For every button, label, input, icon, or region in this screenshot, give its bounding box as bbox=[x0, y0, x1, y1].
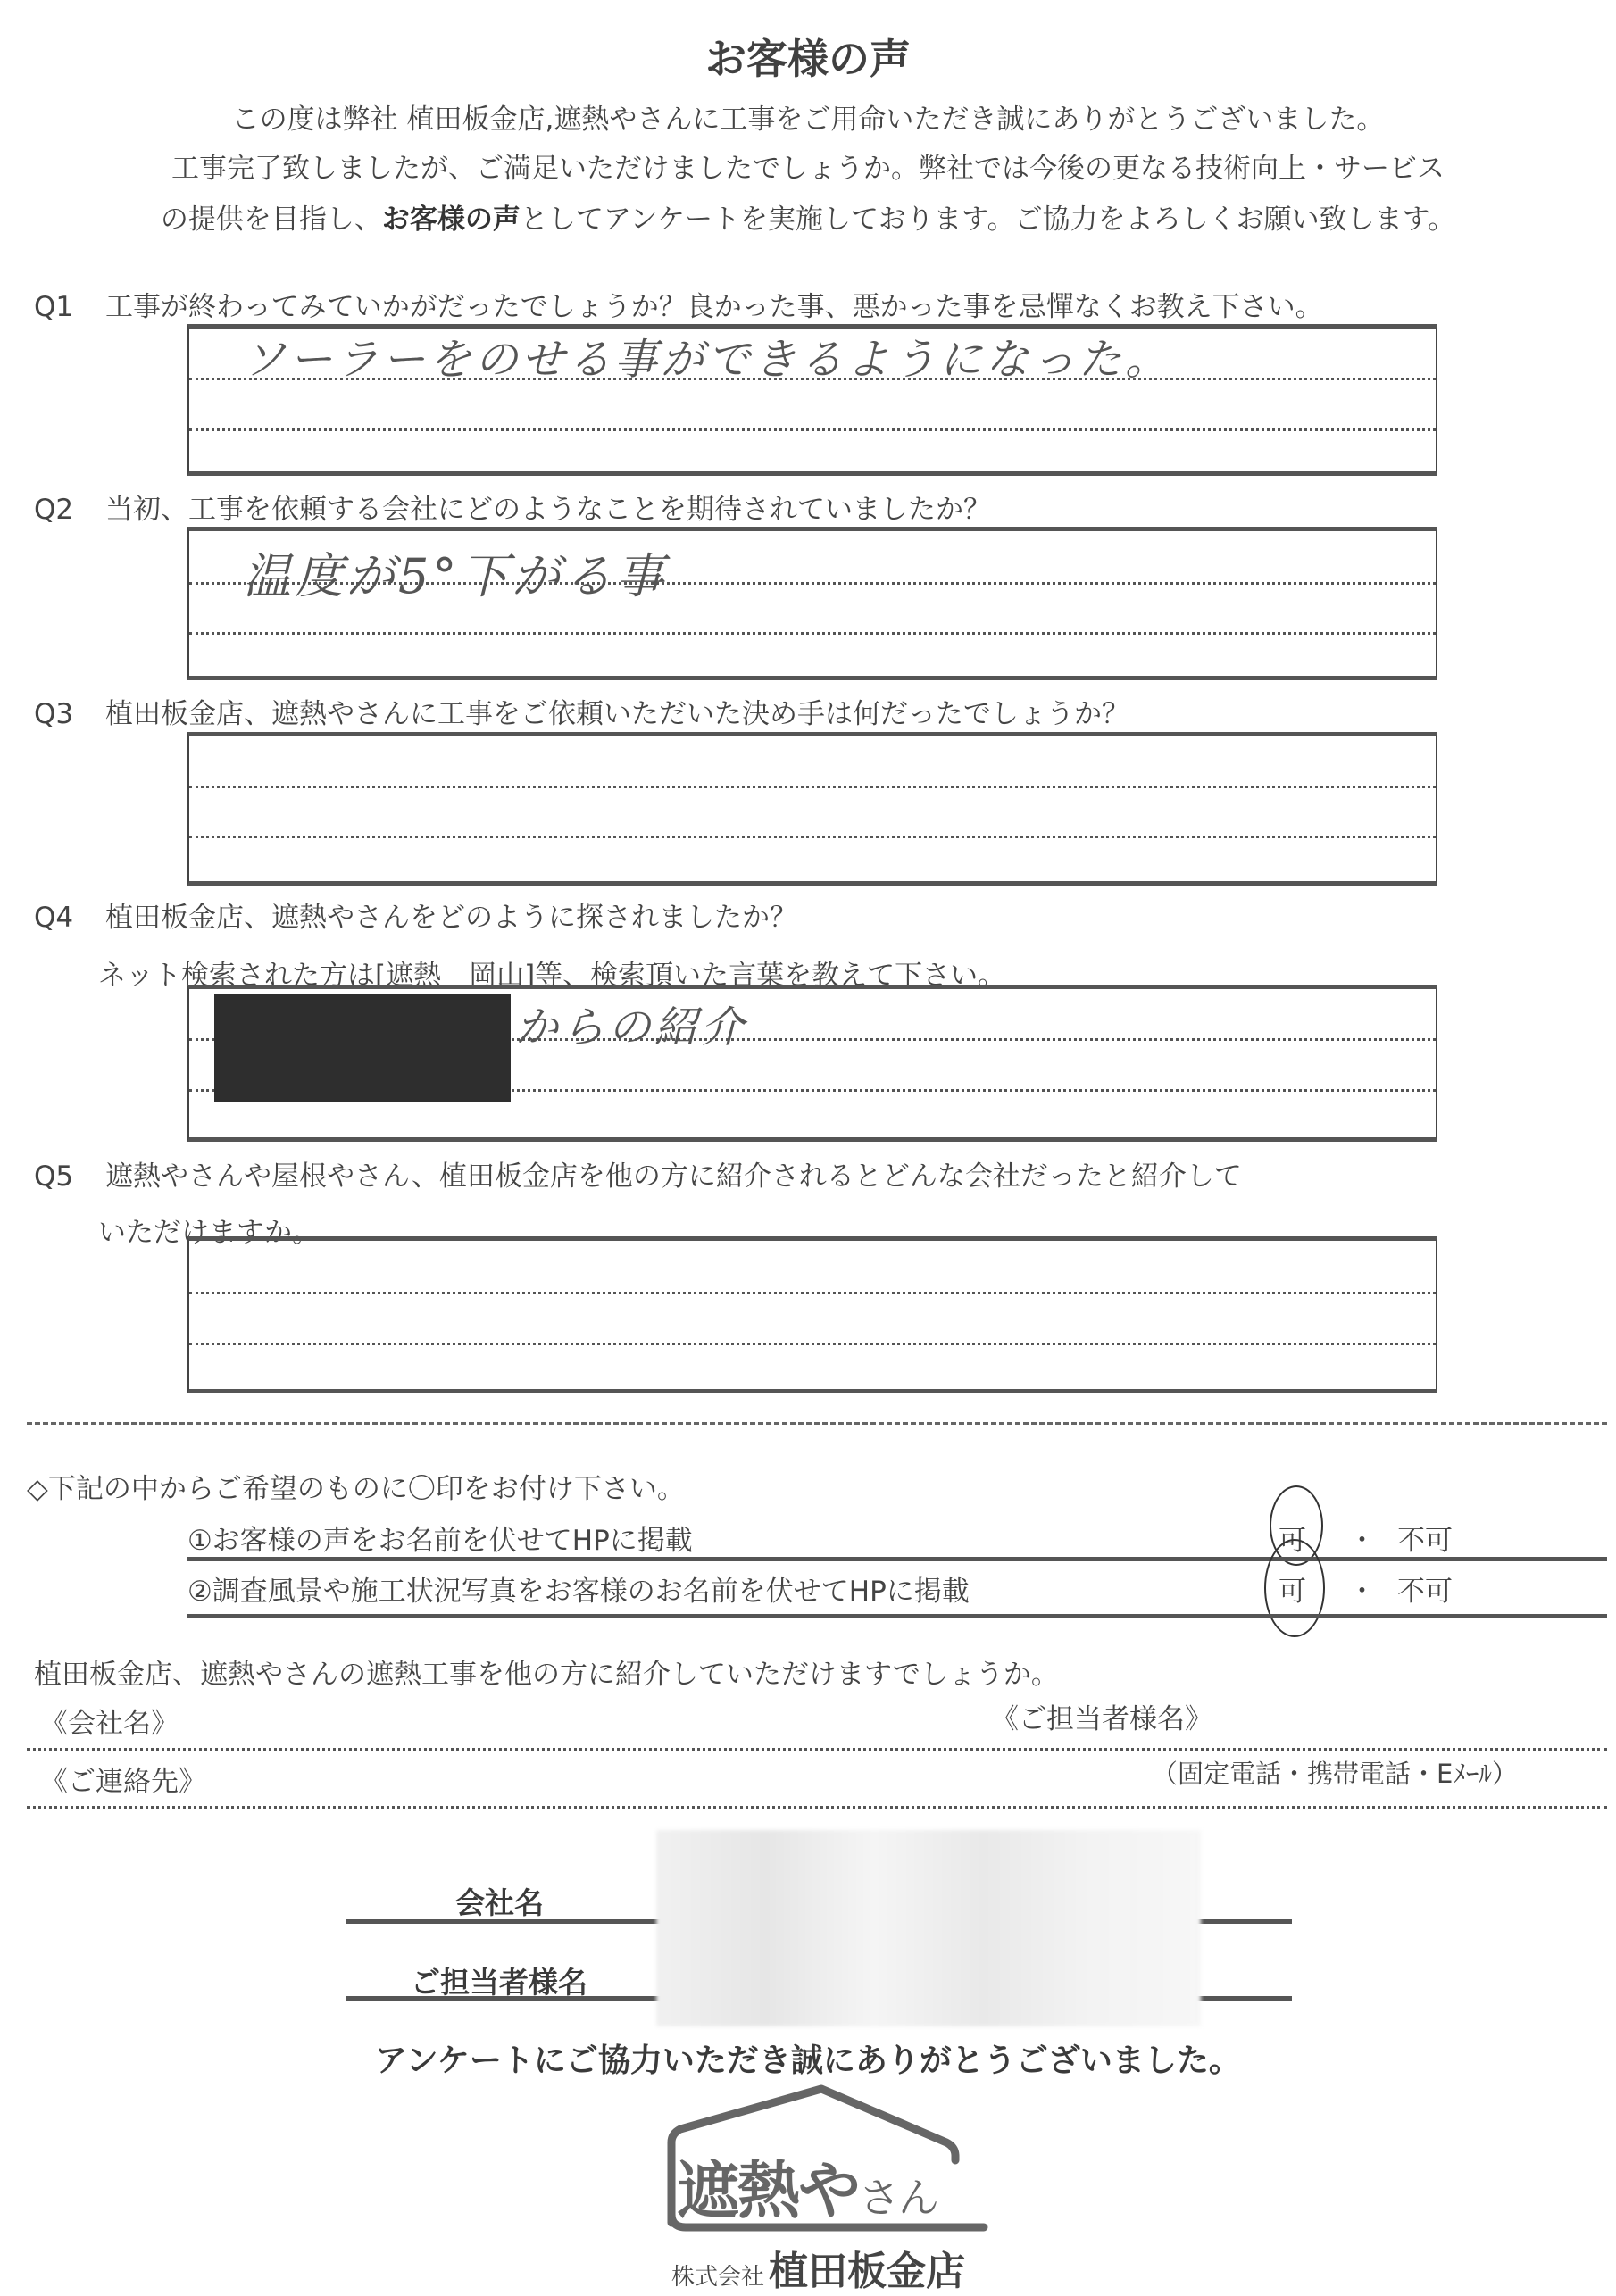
ruled-line bbox=[189, 836, 1436, 838]
question-number: Q4 bbox=[34, 902, 74, 934]
ruled-line bbox=[189, 1292, 1436, 1294]
answer-box-q2[interactable] bbox=[187, 527, 1437, 680]
consent-heading: ◇下記の中からご希望のものに〇印をお付け下さい。 bbox=[27, 1473, 685, 1505]
intro-line-1: この度は弊社 植田板金店,遮熱やさんに工事をご用命いただき誠にありがとうございました。 bbox=[231, 104, 1385, 136]
question-q1 bbox=[34, 284, 1323, 324]
page-title: お客様の声 bbox=[705, 35, 911, 83]
consent-item-1-yes[interactable]: 可 bbox=[1279, 1525, 1306, 1557]
question-text: 工事が終わってみていかがだったでしょうか？良かった事、悪かった事を忌憚なくお教え下さい。 bbox=[105, 291, 1323, 323]
logo-company-prefix: 株式会社 bbox=[671, 2264, 765, 2291]
intro-emphasis: お客様の声 bbox=[381, 204, 521, 236]
divider-line bbox=[187, 1614, 1607, 1618]
question-q5-subtext: いただけますか。 bbox=[98, 1217, 320, 1249]
company-logo bbox=[652, 2080, 991, 2294]
question-text: 遮熱やさんや屋根やさん、植田板金店を他の方に紹介されるとどんな会社だったと紹介して bbox=[105, 1160, 1242, 1193]
consent-item-1-no[interactable]: 不可 bbox=[1397, 1525, 1453, 1557]
handwritten-answer: 温度が5°下がる事 bbox=[243, 548, 668, 604]
question-q5 bbox=[34, 1153, 1242, 1194]
referral-question: 植田板金店、遮熱やさんの遮熱工事を他の方に紹介していただけますでしょうか。 bbox=[34, 1659, 1059, 1691]
question-text: 当初、工事を依頼する会社にどのようなことを期待されていましたか？ bbox=[105, 494, 991, 526]
respondent-company-label: 会社名 bbox=[455, 1885, 544, 1920]
referral-person-label: 《ご担当者様名》 bbox=[991, 1703, 1212, 1735]
intro-line-2: 工事完了致しましたが、ご満足いただけましたでしょうか。弊社では今後の更なる技術向上・サービス bbox=[171, 153, 1445, 185]
intro-text: としてアンケートを実施しております。ご協力をよろしくお願い致します。 bbox=[520, 204, 1456, 236]
question-number: Q5 bbox=[34, 1160, 74, 1193]
logo-brand-main: 遮熱や bbox=[677, 2154, 859, 2227]
selection-circle-icon bbox=[1264, 1539, 1325, 1637]
logo-company-name: 植田板金店 bbox=[769, 2249, 966, 2294]
question-text: 植田板金店、遮熱やさんに工事をご依頼いただいた決め手は何だったでしょうか？ bbox=[105, 698, 1129, 730]
redaction-block bbox=[214, 994, 511, 1102]
referral-contact-label: 《ご連絡先》 bbox=[40, 1766, 206, 1798]
consent-item-2-label: ②調査風景や施工状況写真をお客様のお名前を伏せてHPに掲載 bbox=[187, 1576, 970, 1608]
thanks-message: アンケートにご協力いただき誠にありがとうございました。 bbox=[375, 2042, 1241, 2079]
question-number: Q2 bbox=[34, 494, 74, 526]
question-q4-subtext: ネット検索された方は[遮熱 岡山]等、検索頂いた言葉を教えて下さい。 bbox=[98, 960, 1006, 992]
question-number: Q3 bbox=[34, 698, 74, 730]
question-q2 bbox=[34, 487, 991, 527]
intro-text: の提供を目指し、 bbox=[160, 204, 382, 236]
referral-contact-hint: （固定電話・携帯電話・Eﾒｰﾙ） bbox=[1152, 1759, 1518, 1789]
question-q3 bbox=[34, 691, 1129, 731]
handwritten-answer: からの紹介 bbox=[515, 1002, 748, 1052]
answer-box-q3[interactable] bbox=[187, 732, 1437, 886]
handwritten-answer: ソーラーをのせる事ができるようになった。 bbox=[243, 335, 1172, 385]
answer-box-q4[interactable] bbox=[187, 985, 1437, 1142]
consent-item-2-sep: ・ bbox=[1348, 1576, 1376, 1608]
referral-company-label: 《会社名》 bbox=[40, 1708, 179, 1740]
question-number: Q1 bbox=[34, 291, 74, 323]
ruled-line bbox=[189, 786, 1436, 788]
respondent-person-label: ご担当者様名 bbox=[411, 1965, 587, 2000]
intro-line-3 bbox=[0, 196, 1616, 237]
consent-item-1-sep: ・ bbox=[1348, 1525, 1376, 1557]
ruled-line bbox=[189, 1343, 1436, 1345]
question-q4 bbox=[34, 894, 797, 935]
consent-item-2-yes[interactable]: 可 bbox=[1279, 1576, 1306, 1608]
ruled-line bbox=[189, 428, 1436, 431]
ruled-line bbox=[189, 632, 1436, 635]
referral-company-field[interactable] bbox=[27, 1748, 1607, 1751]
answer-box-q5[interactable] bbox=[187, 1236, 1437, 1393]
cut-line-divider bbox=[27, 1422, 1607, 1425]
consent-item-2-no[interactable]: 不可 bbox=[1397, 1576, 1453, 1608]
divider-line bbox=[187, 1557, 1607, 1561]
consent-item-1-label: ①お客様の声をお名前を伏せてHPに掲載 bbox=[187, 1525, 693, 1557]
logo-brand-suffix: さん bbox=[859, 2174, 937, 2222]
referral-contact-field[interactable] bbox=[27, 1806, 1607, 1809]
blurred-name-redaction bbox=[656, 1830, 1201, 2026]
logo-company bbox=[671, 2239, 965, 2296]
logo-brand-text bbox=[677, 2141, 937, 2231]
answer-box-q1[interactable] bbox=[187, 324, 1437, 476]
question-text: 植田板金店、遮熱やさんをどのように探されましたか？ bbox=[105, 902, 797, 934]
